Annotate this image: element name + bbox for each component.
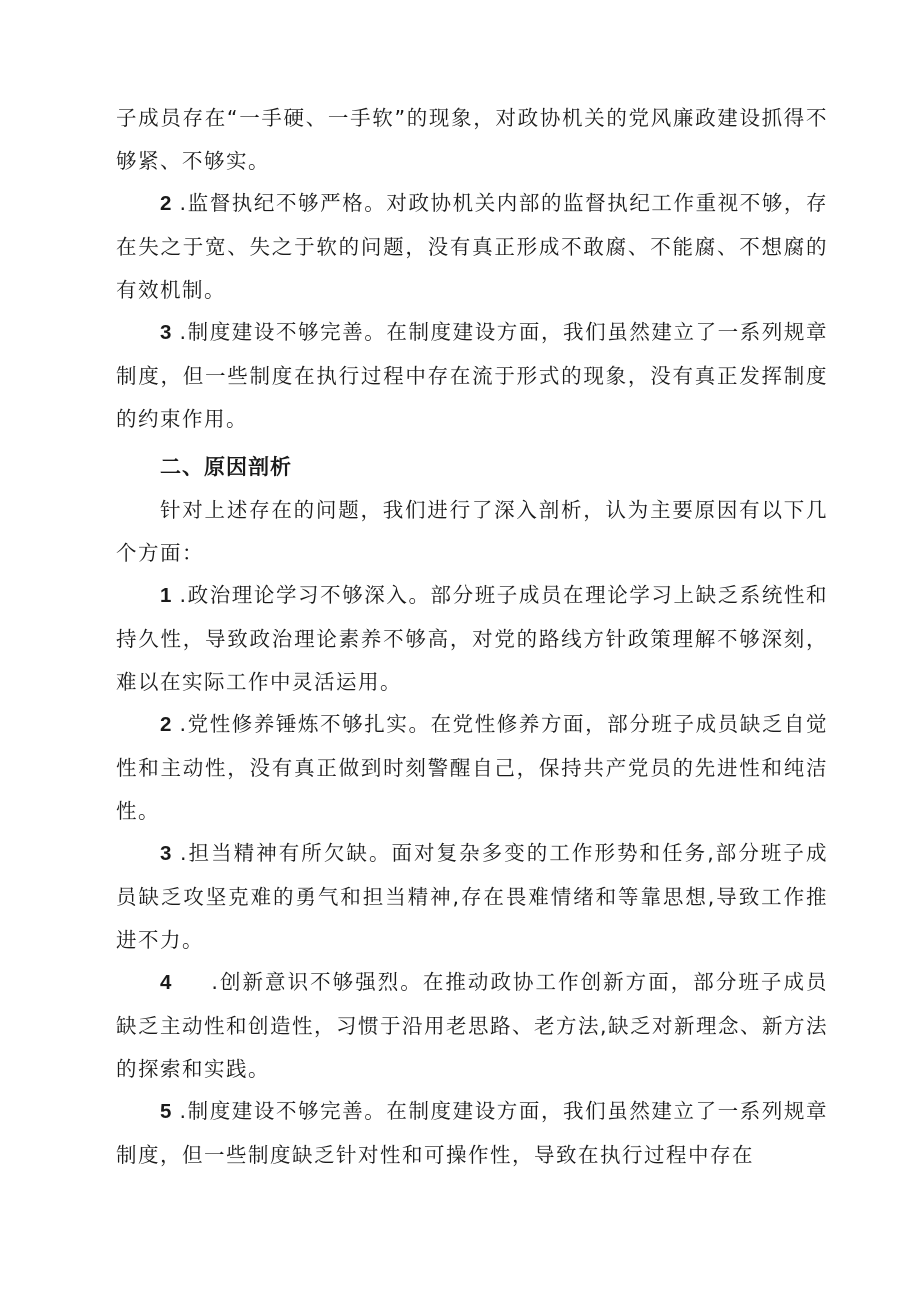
- paragraph-cause-1: [116, 574, 828, 703]
- paragraph-text: .担当精神有所欠缺。面对复杂多变的工作形势和任务,部分班子成员缺乏攻坚克难的勇气和担当精神,存在畏难情绪和等靠思想,导致工作推进不力。: [116, 841, 828, 952]
- list-number: 5: [160, 1100, 172, 1123]
- list-number: 3: [160, 321, 172, 344]
- paragraph-intro: [116, 489, 828, 575]
- paragraph-text: 针对上述存在的问题，我们进行了深入剖析，认为主要原因有以下几个方面：: [116, 498, 828, 565]
- list-number: 2: [160, 713, 172, 736]
- paragraph-text: .制度建设不够完善。在制度建设方面，我们虽然建立了一系列规章制度，但一些制度缺乏针对性和可操作性，导致在执行过程中存在: [116, 1099, 828, 1167]
- list-number: 1: [160, 584, 172, 607]
- paragraph-continuation: [116, 97, 828, 183]
- paragraph-cause-2: [116, 703, 828, 832]
- list-number: 3: [160, 842, 172, 865]
- list-number: 4: [160, 971, 172, 994]
- paragraph-text: .政治理论学习不够深入。部分班子成员在理论学习上缺乏系统性和持久性，导致政治理论素养不够高，对党的路线方针政策理解不够深刻，难以在实际工作中灵活运用。: [116, 583, 828, 694]
- paragraph-text: .制度建设不够完善。在制度建设方面，我们虽然建立了一系列规章制度，但一些制度在执行过程中存在流于形式的现象，没有真正发挥制度的约束作用。: [116, 320, 828, 431]
- list-number: 2: [160, 192, 172, 215]
- paragraph-text: .党性修养锤炼不够扎实。在党性修养方面，部分班子成员缺乏自觉性和主动性，没有真正做到时刻警醒自己，保持共产党员的先进性和纯洁性。: [116, 712, 828, 823]
- paragraph-cause-4: [116, 961, 828, 1090]
- paragraph-text: .创新意识不够强烈。在推动政协工作创新方面，部分班子成员缺乏主动性和创造性，习惯于沿用老思路、老方法,缺乏对新理念、新方法的探索和实践。: [116, 970, 829, 1081]
- paragraph-cause-5: [116, 1090, 828, 1177]
- paragraph-cause-3: [116, 832, 828, 961]
- paragraph-text: 子成员存在“一手硬、一手软”的现象，对政协机关的党风廉政建设抓得不够紧、不够实。: [116, 106, 828, 173]
- paragraph-problem-2: [116, 182, 828, 311]
- paragraph-problem-3: [116, 311, 828, 440]
- paragraph-text: .监督执纪不够严格。对政协机关内部的监督执纪工作重视不够，存在失之于宽、失之于软的问题，没有真正形成不敢腐、不能腐、不想腐的有效机制。: [116, 191, 828, 302]
- section-heading: 二、原因剖析: [160, 455, 292, 479]
